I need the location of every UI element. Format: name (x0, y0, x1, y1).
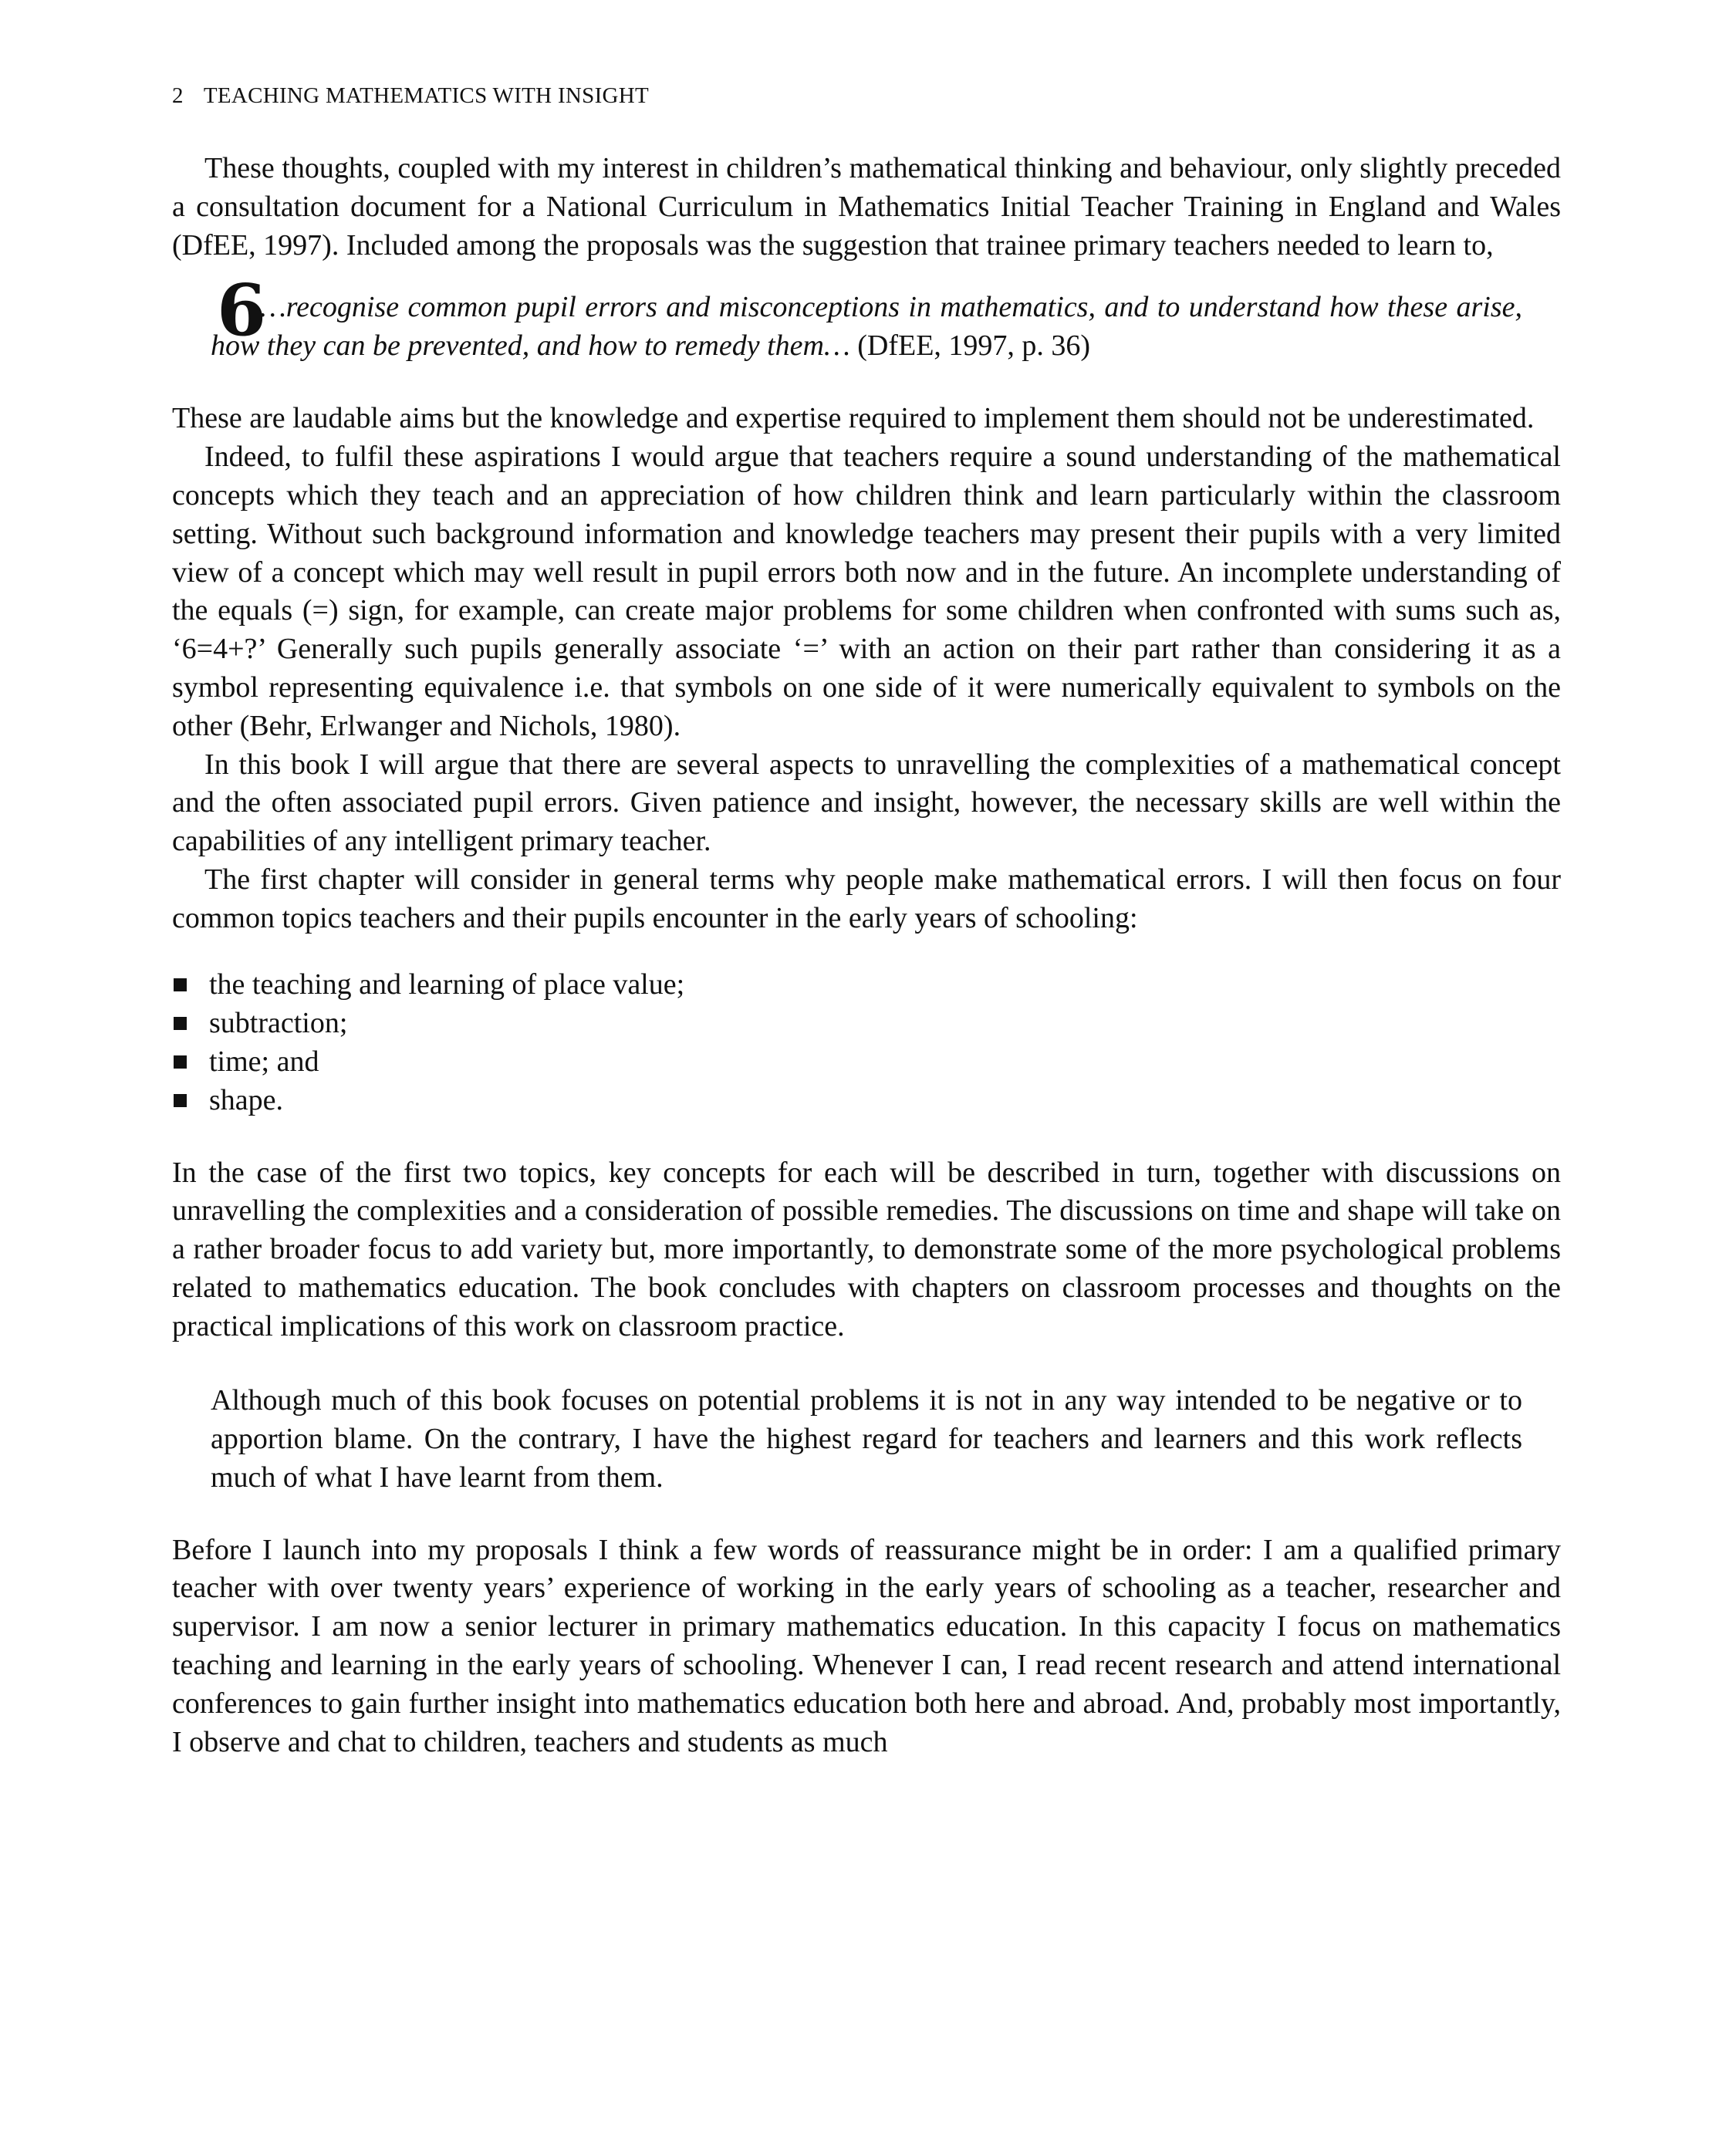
list-item: subtraction; (172, 1004, 1561, 1042)
quote-citation: (DfEE, 1997, p. 36) (857, 329, 1091, 363)
running-title: TEACHING MATHEMATICS WITH INSIGHT (203, 83, 650, 108)
square-bullet-icon (174, 1055, 187, 1069)
square-bullet-icon (174, 1017, 187, 1030)
list-item: shape. (172, 1081, 1561, 1119)
square-bullet-icon (174, 978, 187, 991)
quote-text: …recognise common pupil errors and misconceptions in mathematics, and to understand how these arise, how they can be prevented, and how to remedy them… (211, 291, 1522, 363)
paragraph-2: These are laudable aims but the knowledge and expertise required to implement them should not be underestimated. (172, 402, 1535, 435)
block-quote (211, 268, 1522, 365)
list-item: time; and (172, 1042, 1561, 1081)
square-bullet-icon (174, 1094, 187, 1107)
book-page (172, 80, 1561, 1761)
topic-list (172, 965, 1561, 1119)
paragraph-1: These thoughts, coupled with my interest in children’s mathematical thinking and behaviour, only slightly preceded a consultation document for a National Curriculum in Mathematics Initial Teacher Training in England and Wales (DfEE, 1997). Included among the proposals was the suggestion that trainee primary teachers needed to learn to, (172, 152, 1561, 262)
list-item: the teaching and learning of place value; (172, 965, 1561, 1004)
paragraph-5: The first chapter will consider in general terms why people make mathematical errors. I will then focus on four common topics teachers and their pupils encounter in the early years of schooling: (172, 863, 1561, 934)
paragraph-6: In the case of the first two topics, key concepts for each will be described in turn, together with discussions on unravelling the complexities and a consideration of possible remedies. The discussions on time and shape will take on a rather broader focus to add variety but, more importantly, to demonstrate some of the more psychological problems related to mathematics education. The book concludes with chapters on classroom processes and thoughts on the practical implications of this work on classroom practice. (172, 1156, 1561, 1342)
page-number: 2 (172, 83, 184, 108)
paragraph-7: Before I launch into my proposals I think a few words of reassurance might be in order: I am a qualified primary teacher with over twenty years’ experience of working in the early years of schooling as a teacher, researcher and supervisor. I am now a senior lecturer in primary mathematics education. In this capacity I focus on mathematics teaching and learning in the early years of schooling. Whenever I can, I read recent research and attend international conferences to gain further insight into mathematics education both here and abroad. And, probably most importantly, I observe and chat to children, teachers and students as much (172, 1533, 1561, 1758)
running-header (172, 80, 1561, 111)
quote-mark-icon: 6 (217, 268, 267, 353)
paragraph-3: Indeed, to fulfil these aspirations I would argue that teachers require a sound understanding of the mathematical concepts which they teach and an appreciation of how children think and learn particularly within the classroom setting. Without such background information and knowledge teachers may present their pupils with a very limited view of a concept which may well result in pupil errors both now and in the future. An incomplete understanding of the equals (=) sign, for example, can create major problems for some children when confronted with sums such as, ‘6=4+?’ Generally such pupils generally associate ‘=’ with an action on their part rather than considering it as a symbol representing equivalence i.e. that symbols on one side of it were numerically equivalent to symbols on the other (Behr, Erlwanger and Nichols, 1980). (172, 441, 1561, 742)
paragraph-4: In this book I will argue that there are several aspects to unravelling the complexities of a mathematical concept and the often associated pupil errors. Given patience and insight, however, the necessary skills are well within the capabilities of any intelligent primary teacher. (172, 748, 1561, 858)
aside-note: Although much of this book focuses on potential problems it is not in any way intended to be negative or to apportion blame. On the contrary, I have the highest regard for teachers and learners and this work reflects much of what I have learnt from them. (211, 1383, 1522, 1494)
